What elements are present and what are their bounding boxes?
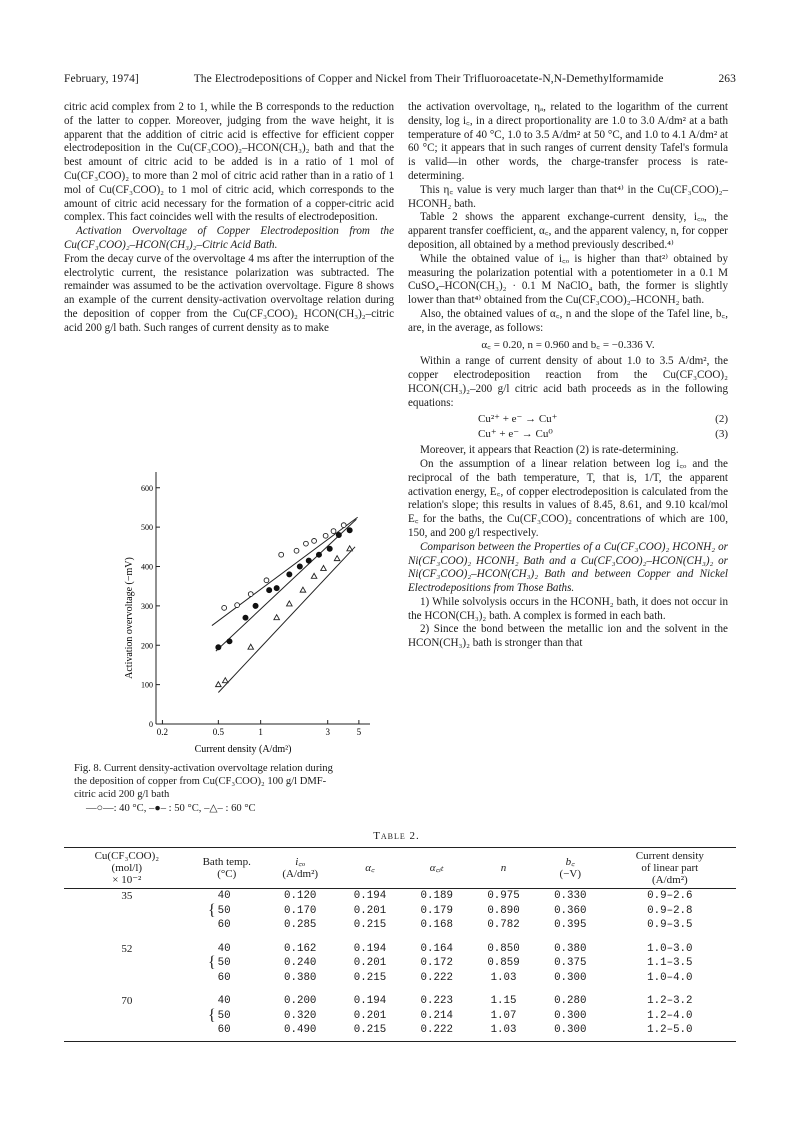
- y-tick-label: 300: [141, 601, 153, 611]
- cell-acit: 0.168: [420, 919, 453, 931]
- series-1-point: [222, 605, 227, 610]
- cell-range: 1.2–5.0: [604, 1023, 736, 1041]
- cell-range: 1.0–3.0: [647, 942, 693, 955]
- table-row: [64, 942, 736, 957]
- cell-ico: 0.240: [284, 957, 317, 969]
- cell-acit: 0.179: [420, 904, 453, 917]
- table-header-row: [64, 848, 736, 889]
- cell-acit: 0.164: [420, 942, 453, 955]
- cell-concentration: 35: [121, 890, 133, 902]
- cell-temp: 50: [217, 1009, 231, 1022]
- header-line: Cu(CF₃COO)₂: [94, 850, 160, 862]
- header-alpha-c: α꜀: [365, 862, 375, 874]
- equation-3-number: (3): [715, 428, 728, 441]
- x-tick-label: 1: [258, 727, 263, 737]
- cell-concentration: [64, 1023, 190, 1041]
- cell-temp: 60: [216, 1023, 264, 1041]
- cell-n: 0.782: [487, 919, 520, 931]
- cell-range: 1.1–3.5: [647, 957, 693, 969]
- cell-acit: 0.214: [420, 1009, 453, 1022]
- y-tick-label: 100: [141, 680, 153, 690]
- left-column: [64, 101, 394, 336]
- cell-range: 0.9–3.5: [647, 919, 693, 931]
- cell-bc: 0.360: [554, 904, 587, 917]
- x-axis-label: Current density (A/dm²): [194, 744, 292, 755]
- cell-concentration: [64, 971, 190, 995]
- figure-caption: [74, 762, 344, 815]
- cell-ico: 0.380: [284, 971, 317, 984]
- table-row: [64, 994, 736, 1009]
- table-row: [64, 918, 736, 942]
- series-2-point: [216, 645, 221, 650]
- table-row: [64, 971, 736, 995]
- section-subhead: Activation Overvoltage of Copper Electrodeposition from the Cu(CF₃COO)₂–HCON(CH₃)₂–Citric Acid Bath.: [64, 225, 394, 251]
- cell-ac: 0.194: [353, 890, 387, 902]
- x-tick-label: 0.5: [212, 727, 224, 737]
- y-tick-label: 600: [141, 483, 153, 493]
- series-2-point: [316, 552, 321, 557]
- equation-1: α꜀ = 0.20, n = 0.960 and b꜀ = −0.336 V.: [481, 338, 655, 351]
- paragraph: On the assumption of a linear relation between log i꜀ₒ and the reciprocal of the bath temperature, T, that is, 1/T, the apparent activation energy, E꜀, of copper electrodeposition is calculated from the relation's slope; this results in values of 8.45, 8.61, and 9.10 kcal/mol E꜀ for the baths, the Cu(CF₃COO)₂ concentrations of which are 100, 150, and 200 g/l respectively.: [408, 457, 728, 539]
- figure-legend: —○—: 40 °C, –●– : 50 °C, –△– : 60 °C: [86, 802, 256, 814]
- y-tick-label: 0: [149, 720, 153, 729]
- header-line: Current density: [635, 850, 704, 862]
- equation-2-number: (2): [715, 412, 728, 425]
- cell-concentration: [64, 956, 190, 971]
- cell-bc: 0.380: [554, 942, 587, 955]
- cell-ac: 0.201: [353, 1009, 387, 1022]
- cell-range: 1.2–3.2: [647, 995, 693, 1007]
- cell-bc: 0.300: [537, 1023, 604, 1041]
- series-2-fit-line: [216, 519, 357, 651]
- figure-8-chart: [64, 462, 394, 762]
- header-line: (°C): [217, 868, 237, 880]
- series-2-point: [297, 564, 302, 569]
- header-n: n: [500, 862, 507, 874]
- cell-concentration: 70: [121, 995, 133, 1007]
- table-row: [64, 904, 736, 919]
- cell-bc: 0.395: [554, 919, 587, 931]
- paragraph: Moreover, it appears that Reaction (2) is rate-determining.: [420, 444, 679, 457]
- cell-acit: 0.172: [420, 957, 453, 969]
- cell-ico: 0.162: [284, 942, 317, 955]
- header-title: The Electrodepositions of Copper and Nickel from Their Trifluoroacetate-N,N-Demethylformamide: [193, 73, 664, 85]
- cell-n: 0.975: [487, 890, 520, 902]
- series-1-point: [294, 548, 299, 553]
- series-2-point: [253, 603, 258, 608]
- series-1-point: [312, 539, 317, 544]
- series-1-point: [264, 578, 269, 583]
- header-alpha-cit: α꜀ᵢₜ: [429, 862, 444, 874]
- cell-n: 0.850: [487, 942, 520, 955]
- cell-temp: 50: [217, 957, 231, 969]
- cell-temp: 40: [217, 995, 231, 1007]
- figure-label: Fig. 8.: [74, 763, 102, 774]
- equation-2-text: Cu²⁺ + e⁻ → Cu⁺: [478, 412, 558, 425]
- header-date: February, 1974]: [64, 73, 139, 85]
- header-ico: [264, 848, 337, 889]
- header-line: i꜀ₒ: [295, 856, 306, 868]
- cell-ac: 0.215: [337, 1023, 404, 1041]
- series-3-point: [216, 682, 222, 687]
- cell-ac: 0.215: [353, 971, 387, 984]
- cell-concentration: 52: [121, 942, 133, 955]
- group-brace: {: [207, 901, 216, 919]
- series-1-point: [304, 541, 309, 546]
- cell-n: 1.03: [470, 1023, 537, 1041]
- series-3-point: [347, 546, 353, 551]
- paragraph: 1) While solvolysis occurs in the HCONH₂ bath, it does not occur in the HCON(CH₃)₂ bath. A complex is formed in each bath.: [408, 595, 728, 622]
- cell-n: 1.07: [490, 1009, 517, 1022]
- cell-acit: 0.189: [420, 890, 453, 902]
- page-header: [64, 73, 736, 85]
- cell-acit: 0.222: [420, 971, 453, 984]
- series-2-point: [243, 615, 248, 620]
- header-bc: [537, 848, 604, 889]
- header-line: (−V): [559, 868, 582, 880]
- table-row: [64, 889, 736, 904]
- cell-acit: 0.223: [420, 995, 453, 1007]
- paragraph: Within a range of current density of about 1.0 to 3.5 A/dm², the copper electrodeposition reaction from the Cu(CF₃COO)₂ HCON(CH₃)₂–200 g/l citric acid bath proceeds as in the following equations:: [408, 355, 728, 409]
- paragraph: Table 2 shows the apparent exchange-current density, i꜀ₒ, the apparent transfer coefficient, α꜀, and the apparent valency, n, for copper deposition, all obtained by a method previously described.⁴⁾: [408, 211, 728, 251]
- header-line: (A/dm²): [651, 874, 688, 886]
- cell-concentration: [64, 1009, 190, 1024]
- header-line: × 10⁻²: [112, 874, 142, 886]
- header-line: of linear part: [641, 862, 699, 874]
- cell-bc: 0.300: [554, 971, 587, 984]
- y-axis-label: Activation overvoltage (−mV): [124, 557, 135, 679]
- paragraph: While the obtained value of i꜀ₒ is higher than that²⁾ obtained by measuring the polarization potential with a potentiometer in a 0.1 M CuSO₄–HCON(CH₃)₂ · 0.1 M NaClO₄ bath, the former is slightly lower than that⁴⁾ obtained from the Cu(CF₃COO)₂–HCONH₂ bath.: [408, 252, 728, 307]
- table-row: [64, 1009, 736, 1024]
- section-subhead: Comparison between the Properties of a Cu(CF₃COO)₂ HCONH₂ or Ni(CF₃COO)₂ HCONH₂ Bath and a Cu(CF₃COO)₂–HCON(CH₃)₂ or Ni(CF₃COO)₂–HCON(CH₃)₂ Bath and between Copper and Nickel Electrodepositions from Those Baths.: [408, 540, 728, 595]
- header-concentration: [64, 848, 190, 889]
- header-line: (A/dm²): [282, 868, 319, 880]
- cell-bc: 0.330: [554, 890, 587, 902]
- series-2-point: [306, 558, 311, 563]
- paragraph: citric acid complex from 2 to 1, while the B corresponds to the reduction of the latter to copper. Moreover, judging from the wave height, it is apparent that the addition of citric acid is effective for efficient copper electrodeposition in the Cu(CF₃COO)₂–HCON(CH₃)₂ bath and that the best amount of citric acid to be added is in a ratio of 1 mol of Cu(CF₃COO)₂ to more than 2 mol of citric acid rather than in a ratio of 1 mol of Cu(CF₃COO)₂ to 1 mol of citric acid, which corresponds to the amount of citric acid necessary for the formation of a copper-citric acid complex. This fact coincides well with the results of electrodeposition.: [64, 101, 394, 224]
- series-2-point: [227, 639, 232, 644]
- y-tick-label: 400: [141, 562, 153, 572]
- paragraph: This η꜀ value is very much larger than that⁴⁾ in the Cu(CF₃COO)₂–HCONH₂ bath.: [408, 183, 728, 210]
- series-2-point: [327, 546, 332, 551]
- series-3-point: [311, 573, 317, 578]
- cell-range: 0.9–2.6: [647, 890, 693, 902]
- header-current-range: [604, 848, 736, 889]
- series-3-point: [222, 678, 228, 683]
- paragraph: Also, the obtained values of α꜀, n and the slope of the Tafel line, b꜀, are, in the average, as follows:: [408, 307, 728, 334]
- cell-n: 1.03: [490, 971, 517, 984]
- x-tick-label: 0.2: [156, 727, 169, 737]
- series-2-point: [267, 588, 272, 593]
- page-number: 263: [718, 73, 736, 85]
- paragraph: the activation overvoltage, ηₐ, related to the logarithm of the current density, log i꜀, in a direct proportionality are 1.0 to 3.0 A/dm² at a bath temperature of 40 °C, 1.0 to 3.5 A/dm² at 50 °C, and 1.0 to 4.1 A/dm² at 60 °C; it appears that in such ranges of current density Tafel's formula is valid—in other words, the charge-transfer process is rate-determining.: [408, 101, 728, 182]
- cell-temp: 60: [217, 919, 231, 931]
- equation-3-text: Cu⁺ + e⁻ → Cu⁰: [478, 428, 553, 441]
- series-1-point: [323, 533, 328, 538]
- series-1-fit-line: [212, 517, 358, 625]
- header-line: b꜀: [565, 856, 575, 868]
- series-1-point: [331, 529, 336, 534]
- cell-concentration: [64, 904, 190, 919]
- table-2: [64, 847, 736, 1042]
- cell-range: 1.0–4.0: [647, 971, 693, 984]
- cell-ico: 0.490: [264, 1023, 337, 1041]
- x-tick-label: 5: [356, 727, 362, 737]
- cell-concentration: [64, 918, 190, 942]
- group-brace: {: [207, 954, 216, 971]
- cell-ac: 0.201: [353, 904, 387, 917]
- group-brace: [190, 918, 216, 942]
- series-2-point: [336, 532, 341, 537]
- cell-ico: 0.120: [284, 890, 317, 902]
- y-tick-label: 500: [141, 523, 153, 533]
- cell-ico: 0.200: [284, 995, 317, 1007]
- cell-ac: 0.194: [353, 942, 387, 955]
- cell-acit: 0.222: [403, 1023, 470, 1041]
- series-3-point: [274, 615, 280, 620]
- series-3-point: [287, 601, 293, 606]
- series-3-point: [300, 587, 306, 592]
- header-line: (mol/l): [111, 862, 143, 874]
- cell-n: 1.15: [490, 995, 517, 1007]
- cell-temp: 40: [217, 890, 231, 902]
- equation-3: [408, 428, 728, 442]
- table-row: [64, 956, 736, 971]
- right-column: [408, 101, 728, 651]
- cell-ico: 0.320: [284, 1009, 317, 1022]
- paragraph: From the decay curve of the overvoltage 4 ms after the interruption of the electrolytic current, the resistance polarization was subtracted. The remainder was assumed to be the activation overvoltage. Figure 8 shows an example of the current density-activation overvoltage relation during the deposition of copper from the Cu(CF₃COO)₂ HCON(CH₃)₂–citric acid 200 g/l bath. Such ranges of current density as to make: [64, 252, 394, 334]
- series-1-point: [279, 552, 284, 557]
- table-row: [64, 1023, 736, 1041]
- cell-temp: 40: [217, 942, 231, 955]
- group-brace: [190, 1023, 216, 1041]
- cell-ac: 0.201: [353, 957, 387, 969]
- group-brace: [190, 971, 216, 995]
- series-2-point: [287, 572, 292, 577]
- cell-range: 1.2–4.0: [647, 1009, 693, 1022]
- header-bath-temp: [190, 848, 264, 889]
- cell-bc: 0.375: [554, 957, 587, 969]
- paragraph: 2) Since the bond between the metallic ion and the solvent in the HCON(CH₃)₂ bath is stronger than that: [408, 623, 728, 650]
- series-1-point: [235, 603, 240, 608]
- equation-2: [408, 413, 728, 427]
- series-1-point: [248, 592, 253, 597]
- series-3-point: [248, 644, 254, 649]
- cell-temp: 50: [217, 904, 231, 917]
- cell-n: 0.859: [487, 957, 520, 969]
- cell-n: 0.890: [487, 904, 520, 917]
- figure-8: [64, 462, 394, 847]
- series-3-point: [321, 565, 327, 570]
- series-1-point: [341, 523, 346, 528]
- header-line: Bath temp.: [202, 856, 251, 868]
- cell-temp: 60: [217, 971, 231, 984]
- figure-caption-text: Current density-activation overvoltage relation during the deposition of copper from Cu(CF₃COO)₂ 100 g/l DMF-citric acid 200 g/l bath: [74, 763, 333, 801]
- series-2-point: [347, 528, 352, 533]
- cell-ac: 0.194: [353, 995, 387, 1007]
- cell-ico: 0.170: [284, 904, 317, 917]
- cell-range: 0.9–2.8: [647, 904, 693, 917]
- series-3-point: [334, 556, 340, 561]
- x-tick-label: 3: [325, 727, 330, 737]
- series-2-point: [274, 586, 279, 591]
- cell-bc: 0.300: [554, 1009, 587, 1022]
- cell-ico: 0.285: [284, 919, 317, 931]
- table-title: Table 2.: [373, 830, 420, 842]
- y-tick-label: 200: [141, 641, 153, 651]
- cell-bc: 0.280: [554, 995, 587, 1007]
- series-3-fit-line: [218, 547, 355, 693]
- group-brace: {: [207, 1006, 216, 1024]
- cell-ac: 0.215: [353, 919, 387, 931]
